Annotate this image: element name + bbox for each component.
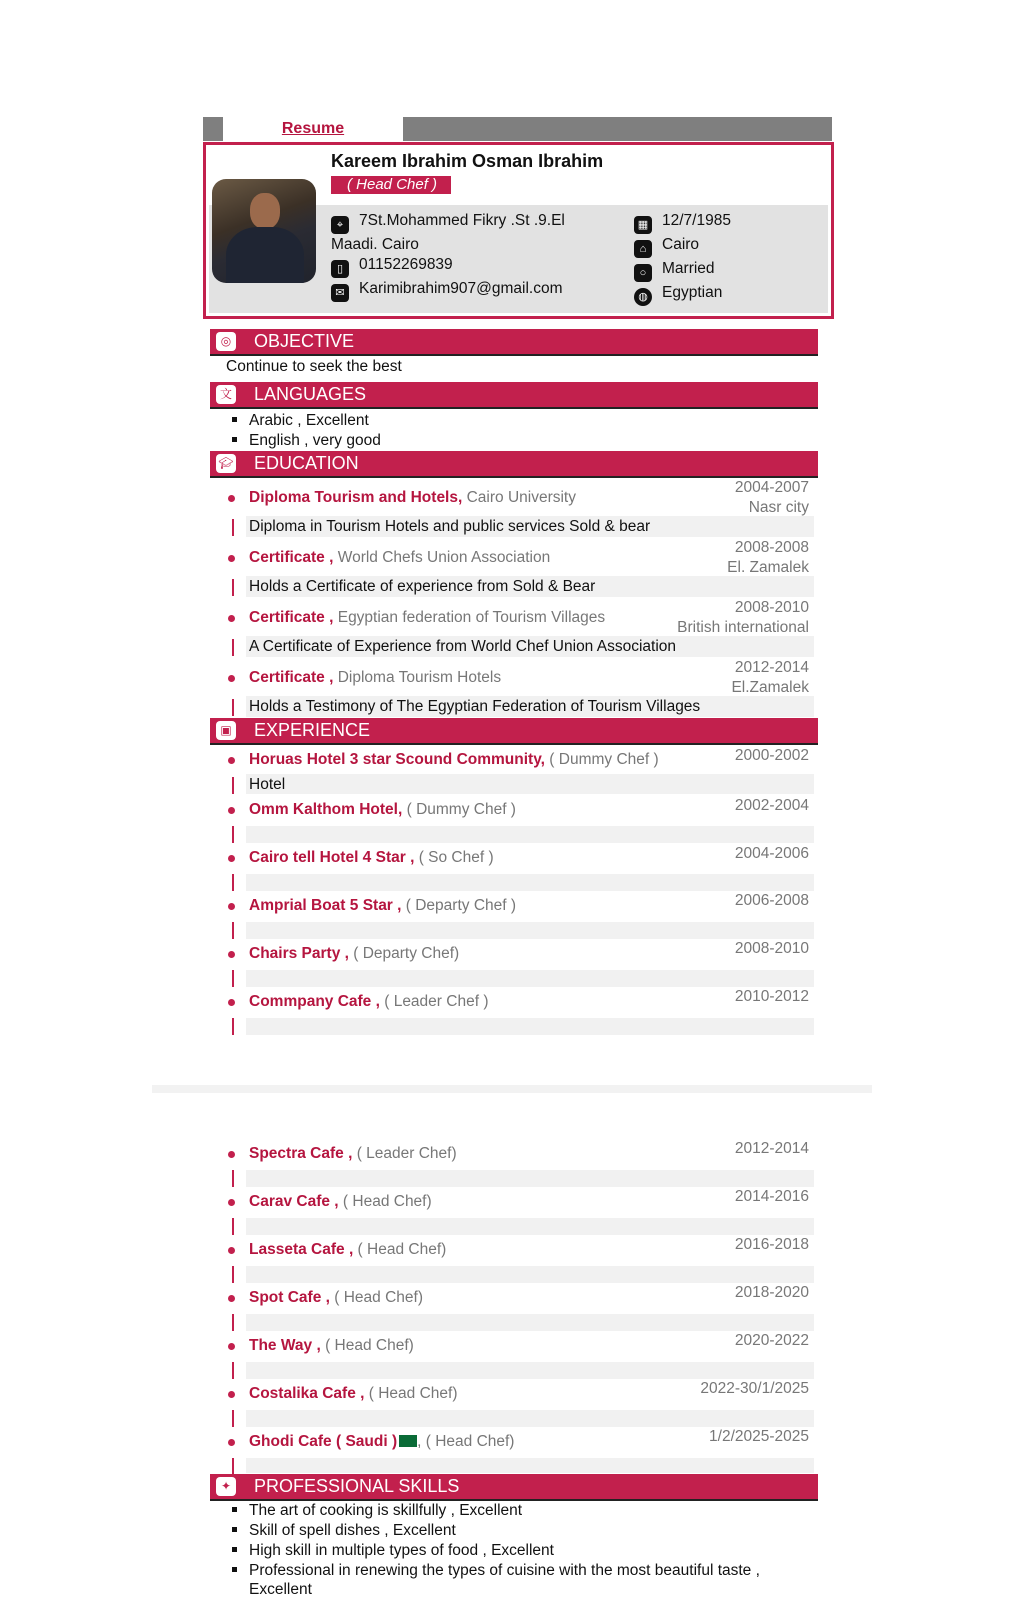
description-band <box>246 1314 814 1331</box>
target-icon: ◎ <box>216 332 236 351</box>
mail-icon: ✉ <box>331 284 349 302</box>
timeline-line <box>232 699 234 716</box>
description-band <box>246 774 814 794</box>
timeline-line <box>232 777 234 794</box>
education-entry: Certificate , World Chefs Union Association <box>249 549 551 566</box>
experience-years: 2020-2022 <box>734 1332 809 1349</box>
profile-role: ( Head Chef ) <box>331 176 451 194</box>
education-entry: Certificate , Egyptian federation of Tourism Villages <box>249 609 606 626</box>
timeline-dot <box>228 615 235 622</box>
section-professional-skills <box>210 1474 818 1501</box>
section-objective <box>210 329 818 356</box>
description-band <box>246 1218 814 1235</box>
timeline-dot <box>228 855 235 862</box>
experience-entry: Horuas Hotel 3 star Scound Community, ( Dummy Chef ) <box>249 751 659 768</box>
ring-icon: ○ <box>634 264 652 282</box>
education-place: El.Zamalek <box>731 679 809 696</box>
experience-entry: Chairs Party , ( Departy Chef) <box>249 945 460 962</box>
tab-resume-link[interactable]: Resume <box>281 120 345 137</box>
section-title: OBJECTIVE <box>254 331 355 351</box>
timeline-dot <box>228 999 235 1006</box>
education-years: 2004-2007 <box>734 479 809 496</box>
timeline-dot <box>228 903 235 910</box>
timeline-line <box>232 1018 234 1035</box>
timeline-dot <box>228 1439 235 1446</box>
experience-years: 2022-30/1/2025 <box>700 1380 809 1397</box>
education-place: Nasr city <box>748 499 809 516</box>
experience-years: 2004-2006 <box>734 845 809 862</box>
skill-item-continuation: Excellent <box>249 1581 312 1598</box>
section-title: PROFESSIONAL SKILLS <box>254 1476 460 1496</box>
timeline-line <box>232 1314 234 1331</box>
avatar <box>212 179 316 283</box>
phone: ▯ 01152269839 <box>331 254 453 278</box>
graduation-cap-icon: 🎓︎ <box>216 454 236 473</box>
timeline-line <box>232 826 234 843</box>
description-band <box>246 1170 814 1187</box>
timeline-dot <box>228 1343 235 1350</box>
timeline-dot <box>228 555 235 562</box>
page-break <box>152 1085 872 1093</box>
globe-icon: ◍ <box>634 288 652 306</box>
experience-entry: Costalika Cafe , ( Head Chef) <box>249 1385 458 1402</box>
timeline-line <box>232 922 234 939</box>
timeline-dot <box>228 1295 235 1302</box>
section-education <box>210 451 818 478</box>
timeline-line <box>232 1458 234 1475</box>
education-description: Holds a Testimony of The Egyptian Federation of Tourism Villages <box>249 698 701 715</box>
timeline-dot <box>228 675 235 682</box>
marital-status: ○ Married <box>634 258 715 282</box>
education-years: 2012-2014 <box>734 659 809 676</box>
description-band <box>246 1018 814 1035</box>
description-band <box>246 1362 814 1379</box>
experience-entry: The Way , ( Head Chef) <box>249 1337 414 1354</box>
experience-years: 2006-2008 <box>734 892 809 909</box>
timeline-dot <box>228 757 235 764</box>
timeline-dot <box>228 495 235 502</box>
experience-years: 2018-2020 <box>734 1284 809 1301</box>
timeline-line <box>232 1170 234 1187</box>
timeline-line <box>232 970 234 987</box>
experience-entry: Commpany Cafe , ( Leader Chef ) <box>249 993 489 1010</box>
section-title: EDUCATION <box>254 453 359 473</box>
education-years: 2008-2010 <box>734 599 809 616</box>
timeline-line <box>232 579 234 596</box>
section-experience <box>210 718 818 745</box>
education-entry: Diploma Tourism and Hotels, Cairo University <box>249 489 576 506</box>
education-place: British international <box>677 619 809 636</box>
skills-icon: ✦ <box>216 1477 236 1496</box>
language-item: English , very good <box>232 431 381 451</box>
address: ⌖ 7St.Mohammed Fikry .St .9.El Maadi. Cairo <box>331 212 565 253</box>
location-icon: ⌖ <box>331 216 349 234</box>
experience-entry: Carav Cafe , ( Head Chef) <box>249 1193 432 1210</box>
description-band <box>246 1266 814 1283</box>
education-description: A Certificate of Experience from World Chef Union Association <box>249 638 677 655</box>
timeline-dot <box>228 1247 235 1254</box>
experience-years: 2014-2016 <box>734 1188 809 1205</box>
description-band <box>246 874 814 891</box>
experience-years: 2002-2004 <box>734 797 809 814</box>
experience-entry: Amprial Boat 5 Star , ( Departy Chef ) <box>249 897 517 914</box>
email: ✉ Karimibrahim907@gmail.com <box>331 278 563 302</box>
experience-years: 1/2/2025-2025 <box>709 1428 809 1445</box>
description-band <box>246 1458 814 1473</box>
experience-entry: Omm Kalthom Hotel, ( Dummy Chef ) <box>249 801 516 818</box>
description-band <box>246 970 814 987</box>
description-band <box>246 826 814 843</box>
timeline-dot <box>228 951 235 958</box>
tab-resume[interactable] <box>223 117 403 141</box>
experience-years: 2008-2010 <box>734 940 809 957</box>
timeline-line <box>232 1362 234 1379</box>
calendar-icon: ▦ <box>634 216 652 234</box>
experience-description: Hotel <box>249 776 286 793</box>
briefcase-icon: ▣ <box>216 721 236 740</box>
profile-name: Kareem Ibrahim Osman Ibrahim <box>331 151 604 171</box>
experience-entry: Ghodi Cafe ( Saudi ) , ( Head Chef) <box>249 1433 515 1450</box>
section-title: LANGUAGES <box>254 384 367 404</box>
home-icon: ⌂ <box>634 240 652 258</box>
skill-item: High skill in multiple types of food , Excellent <box>232 1541 554 1561</box>
education-description: Diploma in Tourism Hotels and public services Sold & bear <box>249 518 651 535</box>
timeline-dot <box>228 807 235 814</box>
experience-entry: Spectra Cafe , ( Leader Chef) <box>249 1145 457 1162</box>
timeline-dot <box>228 1199 235 1206</box>
nationality: ◍ Egyptian <box>634 282 722 306</box>
description-band <box>246 922 814 939</box>
birthdate: ▦ 12/7/1985 <box>634 210 731 234</box>
timeline-line <box>232 639 234 656</box>
objective-text: Continue to seek the best <box>226 358 402 375</box>
experience-entry: Cairo tell Hotel 4 Star , ( So Chef ) <box>249 849 494 866</box>
saudi-flag-icon <box>399 1435 417 1447</box>
education-description: Holds a Certificate of experience from Sold & Bear <box>249 578 596 595</box>
section-languages <box>210 382 818 409</box>
timeline-line <box>232 874 234 891</box>
skill-item: Professional in renewing the types of cuisine with the most beautiful taste , <box>232 1561 760 1581</box>
timeline-line <box>232 1218 234 1235</box>
section-title: EXPERIENCE <box>254 720 371 740</box>
timeline-line <box>232 519 234 536</box>
timeline-dot <box>228 1391 235 1398</box>
experience-years: 2010-2012 <box>734 988 809 1005</box>
experience-years: 2000-2002 <box>734 747 809 764</box>
phone-icon: ▯ <box>331 260 349 278</box>
timeline-line <box>232 1266 234 1283</box>
city: ⌂ Cairo <box>634 234 699 258</box>
experience-entry: Spot Cafe , ( Head Chef) <box>249 1289 423 1306</box>
experience-years: 2016-2018 <box>734 1236 809 1253</box>
education-place: El. Zamalek <box>727 559 809 576</box>
profile-header <box>203 142 834 319</box>
experience-entry: Lasseta Cafe , ( Head Chef) <box>249 1241 447 1258</box>
description-band <box>246 1410 814 1427</box>
language-item: Arabic , Excellent <box>232 411 369 431</box>
language-icon: 文 <box>216 385 236 404</box>
timeline-line <box>232 1410 234 1427</box>
education-years: 2008-2008 <box>734 539 809 556</box>
education-entry: Certificate , Diploma Tourism Hotels <box>249 669 502 686</box>
skill-item: Skill of spell dishes , Excellent <box>232 1521 456 1541</box>
timeline-dot <box>228 1151 235 1158</box>
experience-years: 2012-2014 <box>734 1140 809 1157</box>
skill-item: The art of cooking is skillfully , Excellent <box>232 1501 522 1521</box>
